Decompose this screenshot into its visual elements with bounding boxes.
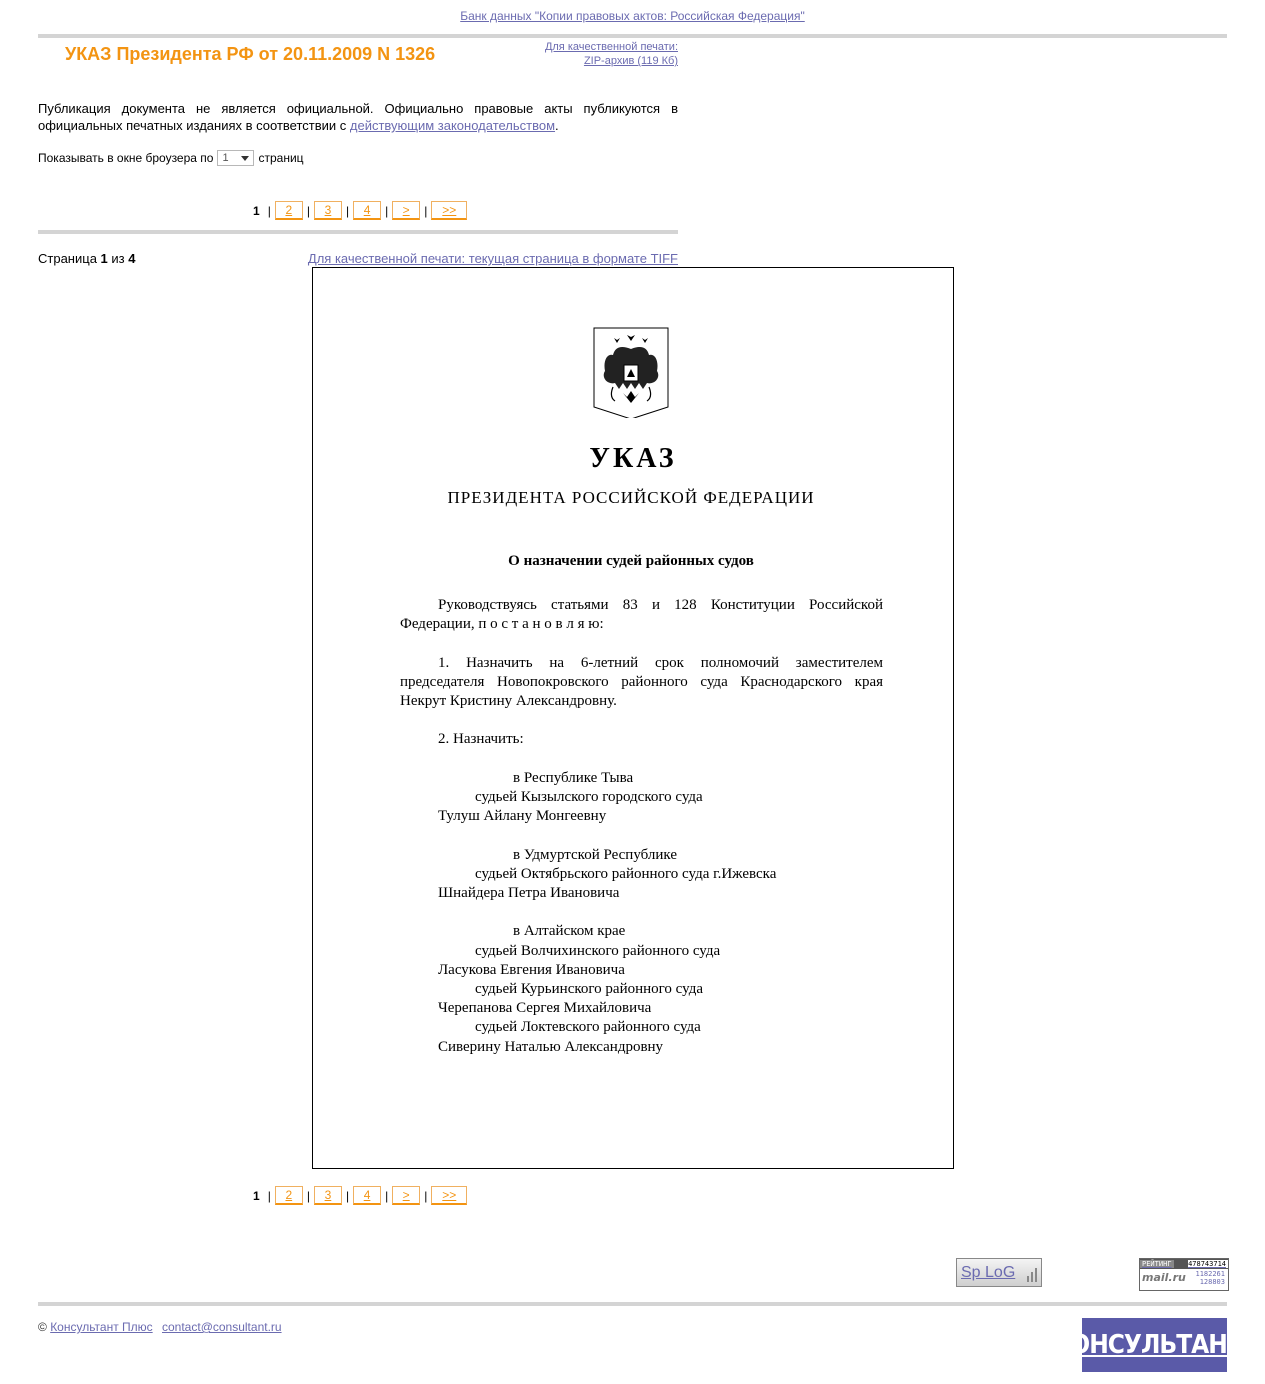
coat-of-arms-icon [593,327,669,418]
document-page-image [312,267,954,1169]
pager-top [253,201,467,220]
pager-page-4[interactable]: 4 [353,201,381,220]
pager-separator: | [424,1188,428,1203]
document-court: судьей Локтевского районного суда [475,1019,701,1036]
document-body [400,596,883,1057]
rating-value: 478743714 [1188,1260,1226,1268]
pager-last[interactable]: >> [431,1186,467,1205]
pager-page-3[interactable]: 3 [314,201,342,220]
bank-data-link[interactable]: Банк данных "Копии правовых актов: Российская Федерация" [460,9,805,23]
legislation-link[interactable]: действующим законодательством [349,118,556,133]
page-counter-current: 1 [100,251,108,266]
print-zip-block [500,40,678,68]
pager-page-2[interactable]: 2 [275,1186,303,1205]
publication-notice [38,100,678,134]
notice-text-end: . [555,118,559,133]
company-link[interactable]: Консультант Плюс [50,1320,153,1334]
print-quality-link[interactable]: Для качественной печати: [544,41,678,53]
document-heading: УКАЗ [589,443,677,474]
tiff-print-link[interactable]: Для качественной печати: текущая страница в формате TIFF [307,251,678,266]
zip-archive-link[interactable]: ZIP-архив (119 Кб) [583,55,678,67]
document-subject: О назначении судей районных судов [508,553,754,569]
pager-separator: | [306,1188,310,1203]
pager-current: 1 [253,1188,260,1203]
bar-chart-icon [1027,1264,1037,1282]
document-person: Ласукова Евгения Ивановича [438,961,625,978]
document-person: Черепанова Сергея Михайловича [438,1000,652,1017]
logo-main-text: КОНСУЛЬТАНТ [1052,1330,1242,1360]
footer-divider [38,1302,1227,1306]
mailru-rating-badge[interactable] [1139,1258,1229,1291]
page-counter-total: 4 [128,251,136,266]
pager-separator: | [267,1188,271,1203]
pager-separator: | [385,1188,389,1203]
pager-next[interactable]: > [392,201,420,220]
document-preamble: Руководствуясь статьями 83 и 128 Конституции Российской Федерации, п о с т а н о в л я ю: [400,597,883,633]
splog-label: Sp LoG [961,1263,1016,1281]
document-person: Шнайдера Петра Ивановича [438,884,620,901]
document-court: судьей Волчихинского районного суда [475,942,721,959]
consultant-plus-logo[interactable] [1052,1318,1257,1372]
copyright-symbol: © [38,1320,47,1334]
rating-label: РЕЙТИНГ [1142,1260,1172,1268]
page-title: УКАЗ Президента РФ от 20.11.2009 N 1326 [65,44,436,64]
pager-separator: | [345,203,350,218]
document-region: в Удмуртской Республике [513,846,677,863]
document-court: судьей Кызылского городского суда [475,788,703,805]
pager-next[interactable]: > [392,1186,420,1205]
select-value: 1 [222,152,229,164]
document-court: судьей Курьинского районного суда [475,980,703,997]
document-item-1: 1. Назначить на 6-летний срок полномочий заместителем председателя Новопокровского районного суда Краснодарского края Некрут Кристину Александровну. [400,654,883,709]
rating-num-1: 1182261 [1195,1270,1225,1278]
document-item-2: 2. Назначить: [438,731,524,748]
pager-separator: | [345,1188,350,1203]
tiff-link-block [269,251,678,266]
page-counter [38,251,136,266]
page-counter-of: из [111,251,125,266]
document-person: Сиверину Наталью Александровну [438,1038,664,1055]
pager-current: 1 [253,203,260,218]
content-divider [38,230,678,234]
notice-text: Публикация документа не является официальной. Официально правовые акты публикуются в официальных печатных изданиях в соответствии с [38,101,678,133]
mailru-logo: mail.ru [1142,1271,1186,1284]
pager-page-4[interactable]: 4 [353,1186,381,1205]
document-court: судьей Октябрьского районного суда г.Ижевска [475,865,777,882]
bank-data-header [0,9,1265,23]
logo-plus-text: ПЛЮС [1245,1330,1257,1360]
splog-counter-badge[interactable] [956,1258,1042,1287]
pager-separator: | [424,203,428,218]
pager-bottom [253,1186,467,1205]
pages-per-view-suffix: страниц [258,151,304,165]
document-region: в Алтайском крае [513,923,626,940]
document-subheading: ПРЕЗИДЕНТА РОССИЙСКОЙ ФЕДЕРАЦИИ [447,488,815,507]
page-counter-label: Страница [38,251,97,266]
rating-num-2: 128803 [1199,1278,1225,1286]
pages-per-view-select[interactable] [217,150,254,166]
top-divider [38,34,1227,38]
pager-separator: | [385,203,389,218]
pager-page-2[interactable]: 2 [275,201,303,220]
pager-separator: | [267,203,271,218]
email-link[interactable]: contact@consultant.ru [162,1320,282,1334]
pager-page-3[interactable]: 3 [314,1186,342,1205]
document-region: в Республике Тыва [513,769,634,786]
chevron-down-icon [241,156,249,161]
pages-per-view-control [38,150,304,166]
document-person: Тулуш Айлану Монгеевну [438,808,607,825]
pages-per-view-label: Показывать в окне броузера по [38,151,214,165]
footer [38,1320,288,1334]
pager-separator: | [306,203,310,218]
pager-last[interactable]: >> [431,201,467,220]
